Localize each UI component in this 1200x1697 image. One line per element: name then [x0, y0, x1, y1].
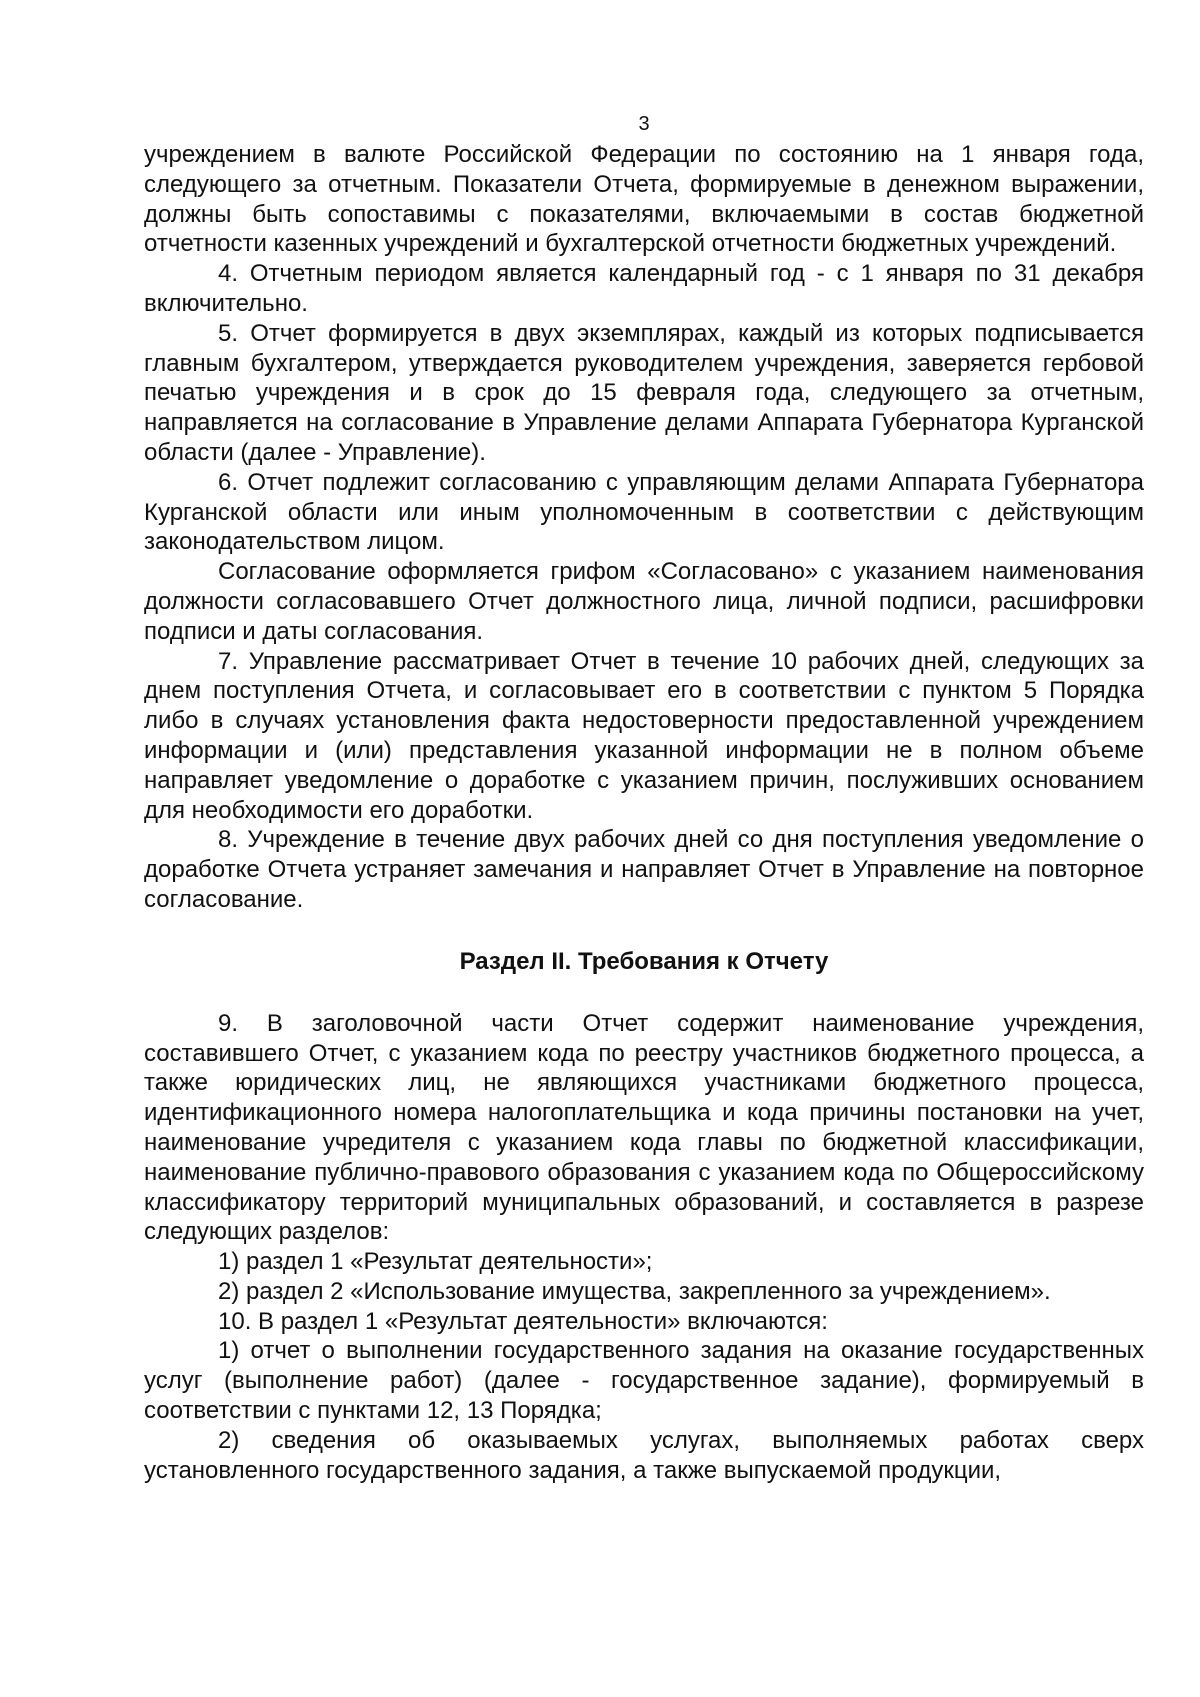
page-number: 3	[638, 113, 650, 135]
section-heading: Раздел II. Требования к Отчету	[459, 947, 829, 975]
paragraph-item-5: 5. Отчет формируется в двух экземплярах, каждый из которых подписывается главным бухгалтером, утверждается руководителем учреждения, заверяется гербовой печатью учреждения и в срок до 15 февраля года, следующего за отчетным, направляется на согласование в Управление делами Аппарата Губернатора Курганской области (далее - Управление).	[144, 319, 1144, 466]
paragraph-item-4: 4. Отчетным периодом является календарный год - с 1 января по 31 декабря включительно.	[144, 260, 1144, 317]
paragraph-item-6: 6. Отчет подлежит согласованию с управляющим делами Аппарата Губернатора Курганской области или иным уполномоченным в соответствии с действующим законодательством лицом.	[144, 468, 1144, 556]
list-item-services: 2) сведения об оказываемых услугах, выполняемых работах сверх установленного государственного задания, а также выпускаемой продукции,	[144, 1426, 1144, 1484]
paragraph-continuation: учреждением в валюте Российской Федерации по состоянию на 1 января года, следующего за отчетным. Показатели Отчета, формируемые в денежном выражении, должны быть сопоставимы с показателями, включаемыми в состав бюджетной отчетности казенных учреждений и бухгалтерской отчетности бюджетных учреждений.	[144, 141, 1144, 258]
paragraph-item-9: 9. В заголовочной части Отчет содержит наименование учреждения, составившего Отчет, с указанием кода по реестру участников бюджетного процесса, а также юридических лиц, не являющихся участниками бюджетного процесса, идентификационного номера налогоплательщика и кода причины постановки на учет, наименование учредителя с указанием кода главы по бюджетной классификации, наименование публично-правового образования с указанием кода по Общероссийскому классификатору территорий муниципальных образований, и составляется в разрезе следующих разделов:	[144, 1009, 1144, 1246]
paragraph-item-10: 10. В раздел 1 «Результат деятельности» включаются:	[218, 1307, 828, 1335]
paragraph-item-7: 7. Управление рассматривает Отчет в течение 10 рабочих дней, следующих за днем поступления Отчета, и согласовывает его в соответствии с пунктом 5 Порядка либо в случаях установления факта недостоверности предоставленной учреждением информации и (или) представления указанной информации не в полном объеме направляет уведомление о доработке с указанием причин, послуживших основанием для необходимости его доработки.	[144, 647, 1144, 824]
body-text-bottom	[144, 1009, 1144, 1486]
list-item-section-1: 1) раздел 1 «Результат деятельности»;	[218, 1248, 653, 1276]
paragraph-approval-note: Согласование оформляется грифом «Согласовано» с указанием наименования должности согласовавшего Отчет должностного лица, личной подписи, расшифровки подписи и даты согласования.	[144, 558, 1144, 645]
paragraph-item-8: 8. Учреждение в течение двух рабочих дней со дня поступления уведомление о доработке Отчета устраняет замечания и направляет Отчет в Управление на повторное согласование.	[144, 826, 1144, 913]
list-item-report: 1) отчет о выполнении государственного задания на оказание государственных услуг (выполнение работ) (далее - государственное задание), формируемый в соответствии с пунктами 12, 13 Порядка;	[144, 1337, 1144, 1425]
body-text-top	[144, 140, 1144, 915]
list-item-section-2: 2) раздел 2 «Использование имущества, закрепленного за учреждением».	[218, 1277, 1051, 1305]
